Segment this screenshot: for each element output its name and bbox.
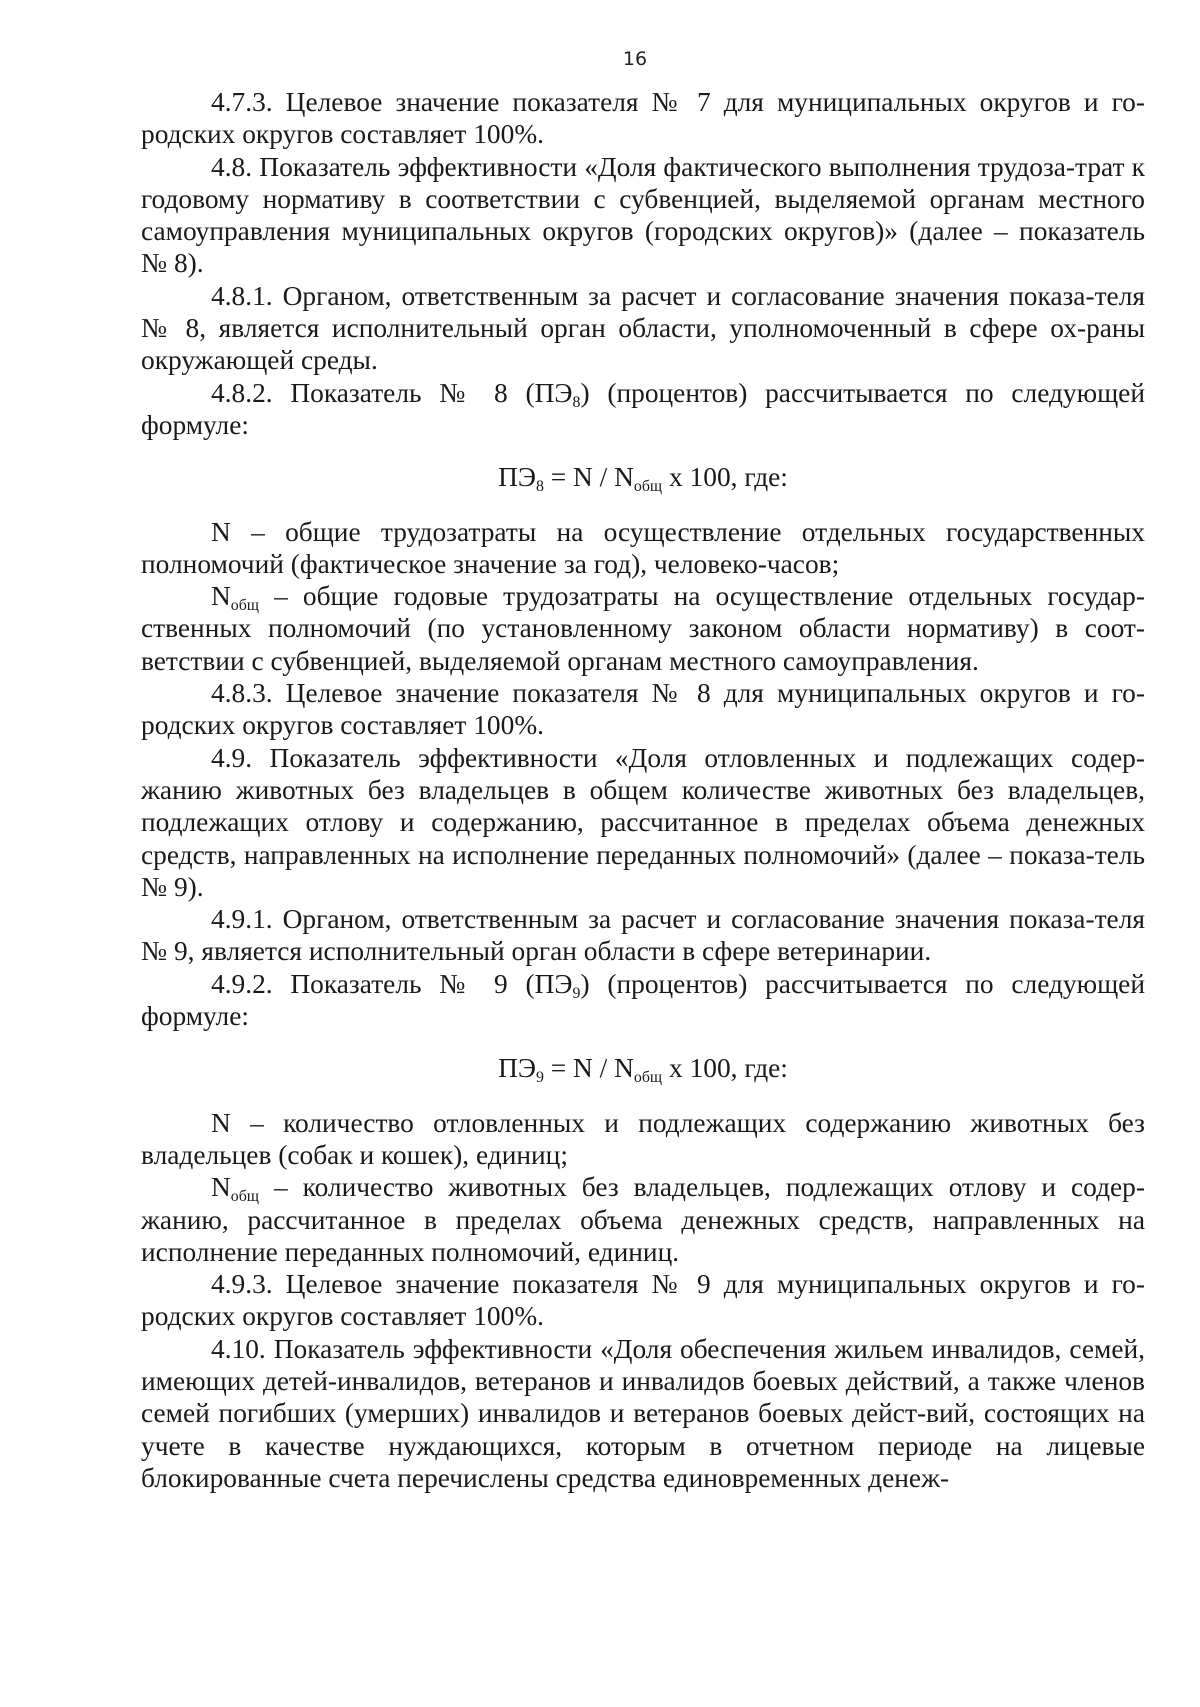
paragraph-4-7-3: 4.7.3. Целевое значение показателя № 7 для муниципальных округов и го-родских округов составляет 100%.: [141, 87, 1145, 150]
paragraph-4-9-1: 4.9.1. Органом, ответственным за расчет и согласование значения показа-теля № 9, является исполнительный орган области в сфере ветеринарии.: [141, 904, 1145, 967]
definition-n-pe9: N – количество отловленных и подлежащих содержанию животных без владельцев (собак и кошек), единиц;: [141, 1107, 1145, 1170]
paragraph-4-8-3: 4.8.3. Целевое значение показателя № 8 для муниципальных округов и го-родских округов составляет 100%.: [141, 678, 1145, 741]
paragraph-4-8: 4.8. Показатель эффективности «Доля фактического выполнения трудоза-трат к годовому нормативу в соответствии с субвенцией, выделяемой органам местного самоуправления муниципальных округов (городских округов)» (далее – показатель № 8).: [141, 151, 1145, 279]
definition-n-pe8: N – общие трудозатраты на осуществление отдельных государственных полномочий (фактическое значение за год), человеко-часов;: [141, 516, 1145, 579]
paragraph-4-8-1: 4.8.1. Органом, ответственным за расчет и согласование значения показа-теля № 8, является исполнительный орган области, уполномоченный в сфере ох-раны окружающей среды.: [141, 280, 1145, 376]
paragraph-4-8-2: 4.8.2. Показатель № 8 $(ПЭ_8)$ (процентов) рассчитывается по следующей формуле:: [141, 377, 1145, 440]
paragraph-4-9-3: 4.9.3. Целевое значение показателя № 9 для муниципальных округов и го-родских округов составляет 100%.: [141, 1269, 1145, 1332]
formula-pe8: $ПЭ_8 = N / N_{общ}$ x 100, где:: [498, 462, 788, 496]
formula-pe9: $ПЭ_9 = N / N_{общ}$ x 100, где:: [498, 1053, 788, 1087]
definition-nobsh-pe9: $N_{общ}$ – количество животных без владельцев, подлежащих отлову и содер-жанию, рассчитанное в пределах объема денежных средств, направленных на исполнение переданных полномочий, единиц.: [141, 1172, 1145, 1267]
paragraph-4-10: 4.10. Показатель эффективности «Доля обеспечения жильем инвалидов, семей, имеющих детей-инвалидов, ветеранов и инвалидов боевых действий, а также членов семей погибших (умерших) инвалидов и ветеранов боевых дейст-вий, состоящих на учете в качестве нуждающихся, которым в отчетном периоде на лицевые блокированные счета перечислены средства единовременных денеж-: [141, 1333, 1145, 1493]
paragraph-4-9-2: 4.9.2. Показатель № 9 $(ПЭ_9)$ (процентов) рассчитывается по следующей формуле:: [141, 968, 1145, 1032]
definition-nobsh-pe8: $N_{общ}$ – общие годовые трудозатраты на осуществление отдельных государ-ственных полномочий (по установленному законом области нормативу) в соот-ветствии с субвенцией, выделяемой органам местного самоуправления.: [141, 581, 1145, 676]
paragraph-4-9: 4.9. Показатель эффективности «Доля отловленных и подлежащих содер-жанию животных без владельцев в общем количестве животных без владельцев, подлежащих отлову и содержанию, рассчитанное в пределах объема денежных средств, направленных на исполнение переданных полномочий» (далее – показа-тель № 9).: [141, 742, 1145, 902]
page-number: 16: [622, 48, 648, 70]
document-body: [141, 86, 1145, 1494]
